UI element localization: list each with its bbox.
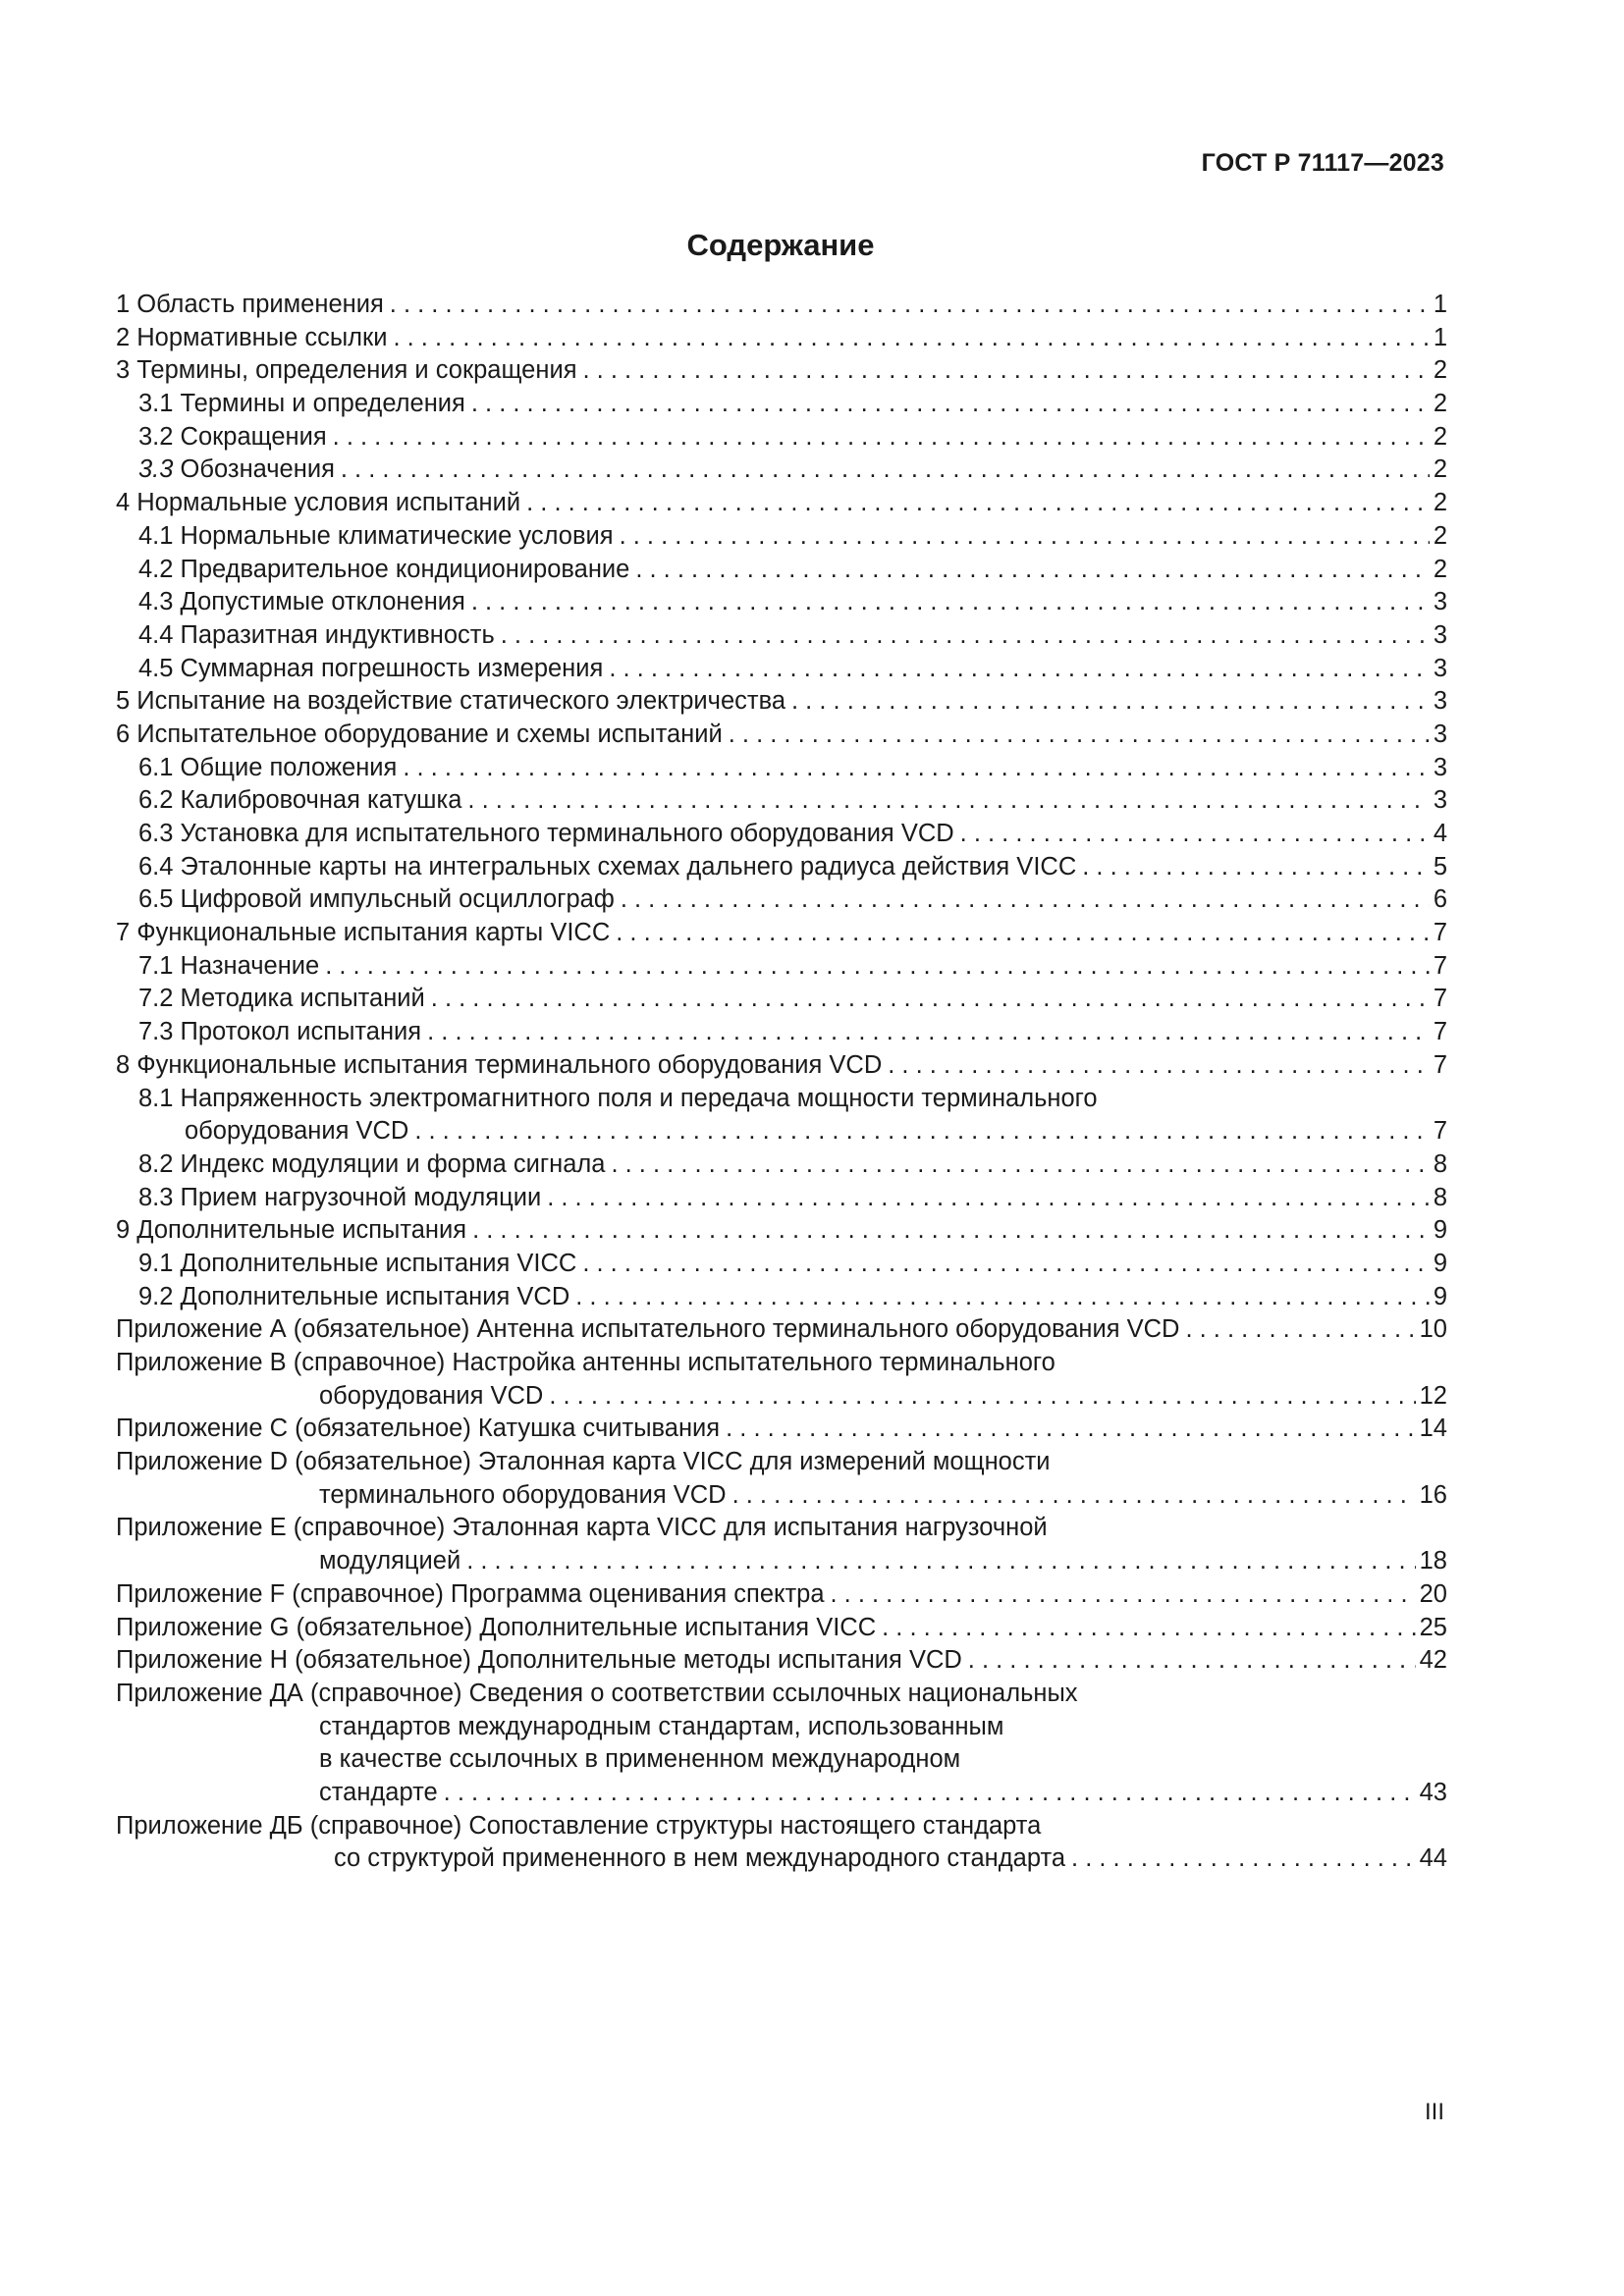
toc-entry-label: 6.2 Калибровочная катушка — [138, 786, 462, 815]
toc-entry-text — [138, 388, 465, 421]
toc-entry-line — [138, 421, 1447, 454]
toc-entry-label: 8 Функциональные испытания терминального оборудования VCD — [116, 1050, 883, 1079]
dot-leader — [547, 1182, 1430, 1215]
toc-entry-label: Приложение H (обязательное) Дополнительные методы испытания VCD — [116, 1646, 962, 1675]
dot-leader — [1071, 1842, 1416, 1876]
toc-entry-text — [138, 784, 461, 818]
toc-page-number: 20 — [1419, 1579, 1447, 1608]
toc-entry-line — [138, 851, 1447, 884]
toc-entry[interactable] — [116, 917, 1447, 950]
toc-entry[interactable] — [116, 487, 1447, 520]
toc-page-number: 2 — [1433, 422, 1447, 451]
toc-entry-label: 3.1 Термины и определения — [138, 390, 465, 418]
toc-page-number: 9 — [1433, 1249, 1447, 1277]
toc-entry-line — [138, 454, 1447, 487]
toc-entry-label: 8.1 Напряженность электромагнитного поля и передача мощности терминального — [138, 1084, 1098, 1112]
toc-entry-text — [138, 421, 327, 454]
toc-entry[interactable] — [116, 1281, 1447, 1314]
toc-entry-line — [116, 1578, 1447, 1612]
toc-entry[interactable] — [116, 1446, 1447, 1512]
toc-page-number: 8 — [1433, 1149, 1447, 1178]
toc-page-number: 7 — [1433, 1018, 1447, 1046]
toc-entry-line — [138, 983, 1447, 1016]
toc-entry-label: 7.1 Назначение — [138, 951, 320, 980]
toc-entry-label: 7.2 Методика испытаний — [138, 985, 425, 1013]
toc-entry-label: 3 Термины, определения и сокращения — [116, 356, 577, 385]
dot-leader — [325, 950, 1430, 984]
toc-entry[interactable] — [116, 1644, 1447, 1678]
toc-entry-text — [138, 653, 603, 686]
toc-entry-line — [116, 917, 1447, 950]
toc-entry-line — [138, 818, 1447, 851]
toc-entry-text — [319, 1777, 438, 1810]
toc-entry-line — [116, 1380, 1447, 1414]
toc-entry-text — [138, 950, 319, 984]
toc-entry-text — [319, 1380, 543, 1414]
toc-entry-text — [319, 1743, 960, 1777]
toc-page-number: 8 — [1433, 1183, 1447, 1211]
toc-entry-label: 6.5 Цифровой импульсный осциллограф — [138, 885, 615, 914]
toc-entry-label: Приложение ДА (справочное) Сведения о соответствии ссылочных национальных — [116, 1679, 1078, 1707]
toc-page-number: 14 — [1419, 1415, 1447, 1443]
toc-entry-label: оборудования VCD — [319, 1381, 544, 1410]
toc-entry-line — [116, 1446, 1447, 1479]
toc-entry-text — [116, 1810, 1041, 1843]
dot-leader — [333, 421, 1430, 454]
toc-entry-text — [116, 1578, 825, 1612]
toc-title: Содержание — [686, 228, 875, 262]
toc-entry-label: в качестве ссылочных в примененном международном — [319, 1745, 961, 1774]
toc-entry[interactable] — [116, 322, 1447, 355]
toc-entry[interactable] — [116, 1512, 1447, 1577]
toc-entry-text — [138, 983, 425, 1016]
toc-entry[interactable] — [116, 1347, 1447, 1413]
dot-leader — [471, 388, 1430, 421]
toc-entry[interactable] — [116, 421, 1447, 454]
dot-leader — [611, 1148, 1429, 1182]
toc-entry[interactable] — [116, 1313, 1447, 1347]
toc-entry-label: терминального оборудования VCD — [319, 1480, 727, 1509]
toc-entry-text — [116, 354, 577, 388]
toc-entry-label: Обозначения — [173, 455, 335, 484]
toc-entry[interactable] — [116, 1182, 1447, 1215]
toc-entry-line — [116, 1842, 1447, 1876]
toc-entry[interactable] — [116, 289, 1447, 322]
dot-leader — [888, 1049, 1430, 1083]
toc-entry-label: 4.1 Нормальные климатические условия — [138, 521, 614, 550]
toc-page-number: 3 — [1433, 588, 1447, 616]
dot-leader — [466, 1545, 1415, 1578]
toc-entry[interactable] — [116, 1413, 1447, 1446]
toc-entry-text — [116, 487, 520, 520]
toc-entry-line — [116, 487, 1447, 520]
toc-page-number: 1 — [1433, 323, 1447, 351]
toc-entry-text — [138, 586, 465, 619]
toc-page-number: 1 — [1433, 291, 1447, 318]
document-code: ГОСТ Р 71117—2023 — [1201, 149, 1444, 177]
toc-entry-label: Приложение ДБ (справочное) Сопоставление структуры настоящего стандарта — [116, 1811, 1042, 1840]
toc-entry-label: Приложение С (обязательное) Катушка считывания — [116, 1415, 721, 1443]
toc-entry[interactable] — [116, 1214, 1447, 1248]
toc-entry[interactable] — [116, 354, 1447, 388]
toc-entry-label: со структурой примененного в нем международного стандарта — [334, 1844, 1066, 1873]
toc-page-number: 12 — [1419, 1381, 1447, 1410]
toc-entry-text — [116, 1214, 466, 1248]
toc-entry-label: 4 Нормальные условия испытаний — [116, 489, 521, 517]
toc-entry-line — [116, 1711, 1447, 1744]
toc-entry[interactable] — [116, 520, 1447, 554]
toc-entry-line — [116, 1545, 1447, 1578]
toc-entry-line — [116, 1777, 1447, 1810]
toc-entry-line — [138, 1281, 1447, 1314]
toc-entry-label: 4.5 Суммарная погрешность измерения — [138, 654, 604, 682]
toc-entry-text — [138, 1016, 421, 1049]
toc-entry-text — [138, 1148, 605, 1182]
toc-entry[interactable] — [116, 784, 1447, 818]
toc-entry-label: 7.3 Протокол испытания — [138, 1018, 422, 1046]
toc-entry-line — [138, 1182, 1447, 1215]
toc-entry[interactable] — [116, 1678, 1447, 1810]
toc-entry-label: 9.2 Дополнительные испытания VCD — [138, 1282, 570, 1310]
toc-entry-line — [116, 1313, 1447, 1347]
toc-entry-label: 4.4 Паразитная индуктивность — [138, 620, 495, 649]
toc-entry-text — [116, 719, 723, 752]
toc-page-number: 4 — [1433, 820, 1447, 847]
toc-entry-line — [116, 354, 1447, 388]
toc-page-number: 9 — [1433, 1216, 1447, 1245]
dot-leader — [393, 322, 1429, 355]
toc-entry-line — [138, 554, 1447, 587]
toc-entry-label: 5 Испытание на воздействие статического электричества — [116, 687, 786, 716]
toc-entry-text — [116, 1413, 720, 1446]
toc-entry-label: 3.2 Сокращения — [138, 422, 327, 451]
toc-entry-line — [116, 1512, 1447, 1545]
dot-leader — [1185, 1313, 1415, 1347]
toc-entry-label: 9 Дополнительные испытания — [116, 1216, 467, 1245]
toc-entry[interactable] — [116, 1148, 1447, 1182]
toc-entry-line — [138, 752, 1447, 785]
toc-entry-text — [116, 322, 387, 355]
toc-entry[interactable] — [116, 1612, 1447, 1645]
toc-page-number: 16 — [1419, 1480, 1447, 1509]
toc-entry-label: 8.2 Индекс модуляции и форма сигнала — [138, 1149, 606, 1178]
dot-leader — [582, 1248, 1429, 1281]
toc-page-number: 2 — [1433, 555, 1447, 583]
toc-entry-line — [116, 1049, 1447, 1083]
toc-entry-label: 6.3 Установка для испытательного терминального оборудования VCD — [138, 820, 954, 847]
toc-page-number: 42 — [1419, 1646, 1447, 1675]
dot-leader — [620, 520, 1430, 554]
toc-entry-label: 9.1 Дополнительные испытания VICC — [138, 1249, 577, 1277]
toc-entry-text — [116, 1644, 962, 1678]
dot-leader — [444, 1777, 1416, 1810]
toc-entry-text — [185, 1115, 408, 1148]
toc-entry-label: 2 Нормативные ссылки — [116, 323, 388, 351]
toc-entry-label: Приложение А (обязательное) Антенна испытательного терминального оборудования VCD — [116, 1315, 1180, 1344]
toc-entry[interactable] — [116, 554, 1447, 587]
toc-page-number: 3 — [1433, 753, 1447, 781]
toc-page-number: 2 — [1433, 455, 1447, 484]
toc-entry[interactable] — [116, 1083, 1447, 1148]
toc-page-number: 18 — [1419, 1547, 1447, 1575]
table-of-contents — [116, 289, 1447, 1876]
toc-page-number: 7 — [1433, 1117, 1447, 1146]
toc-entry-line — [116, 1810, 1447, 1843]
toc-entry-label: Приложение E (справочное) Эталонная карта VICC для испытания нагрузочной — [116, 1514, 1048, 1542]
toc-page-number: 44 — [1419, 1844, 1447, 1873]
toc-entry-text — [138, 1083, 1098, 1116]
dot-leader — [472, 1214, 1430, 1248]
toc-entry-text — [138, 752, 397, 785]
toc-entry[interactable] — [116, 752, 1447, 785]
dot-leader — [968, 1644, 1416, 1678]
toc-entry-line — [116, 1743, 1447, 1777]
toc-entry[interactable] — [116, 653, 1447, 686]
toc-page-number: 9 — [1433, 1282, 1447, 1310]
toc-entry-number: 3.3 — [138, 455, 174, 484]
toc-entry-line — [138, 1148, 1447, 1182]
dot-leader — [729, 719, 1430, 752]
dot-leader — [882, 1612, 1416, 1645]
toc-entry-line — [138, 883, 1447, 917]
toc-entry-line — [116, 1413, 1447, 1446]
toc-entry-text — [334, 1842, 1065, 1876]
dot-leader — [575, 1281, 1430, 1314]
toc-entry[interactable] — [116, 1016, 1447, 1049]
toc-page-number: 2 — [1433, 390, 1447, 418]
toc-entry[interactable] — [116, 388, 1447, 421]
toc-entry-text — [319, 1479, 727, 1513]
dot-leader — [467, 784, 1429, 818]
toc-page-number: 6 — [1433, 885, 1447, 914]
toc-entry-line — [116, 1214, 1447, 1248]
toc-page-number: 25 — [1419, 1613, 1447, 1641]
toc-entry-text — [116, 1049, 882, 1083]
toc-page-number: 5 — [1433, 852, 1447, 881]
toc-entry-label: 6.4 Эталонные карты на интегральных схемах дальнего радиуса действия VICC — [138, 852, 1077, 881]
toc-entry-label: Приложение G (обязательное) Дополнительные испытания VICC — [116, 1613, 877, 1641]
toc-page-number: 3 — [1433, 786, 1447, 815]
toc-entry-text — [138, 619, 495, 653]
toc-entry[interactable] — [116, 818, 1447, 851]
dot-leader — [726, 1413, 1416, 1446]
toc-entry-text — [138, 851, 1076, 884]
toc-entry-label: стандартов международным стандартам, использованным — [319, 1712, 1004, 1740]
dot-leader — [549, 1380, 1415, 1414]
toc-entry-line — [116, 719, 1447, 752]
toc-entry-label: 4.2 Предварительное кондиционирование — [138, 555, 630, 583]
toc-entry-label: Приложение F (справочное) Программа оценивания спектра — [116, 1579, 825, 1608]
toc-entry-text — [116, 685, 785, 719]
toc-entry[interactable] — [116, 1248, 1447, 1281]
toc-entry-text — [116, 1512, 1048, 1545]
toc-entry[interactable] — [116, 1578, 1447, 1612]
toc-entry-text — [138, 554, 629, 587]
dot-leader — [831, 1578, 1416, 1612]
toc-entry[interactable] — [116, 851, 1447, 884]
toc-entry-label: модуляцией — [319, 1547, 461, 1575]
toc-entry-text — [319, 1711, 1003, 1744]
toc-entry-text — [116, 917, 610, 950]
toc-entry[interactable] — [116, 883, 1447, 917]
dot-leader — [616, 917, 1430, 950]
toc-entry-line — [116, 1612, 1447, 1645]
dot-leader — [960, 818, 1430, 851]
dot-leader — [621, 883, 1430, 917]
toc-entry-line — [138, 1016, 1447, 1049]
toc-entry-line — [116, 289, 1447, 322]
dot-leader — [526, 487, 1430, 520]
toc-entry-label: Приложение D (обязательное) Эталонная карта VICC для измерений мощности — [116, 1448, 1051, 1476]
dot-leader — [414, 1115, 1429, 1148]
dot-leader — [501, 619, 1430, 653]
toc-entry-label: Приложение В (справочное) Настройка антенны испытательного терминального — [116, 1349, 1056, 1376]
toc-page-number: 2 — [1433, 356, 1447, 385]
toc-entry-text — [138, 1248, 576, 1281]
toc-entry[interactable] — [116, 685, 1447, 719]
toc-entry-line — [138, 1248, 1447, 1281]
dot-leader — [471, 586, 1430, 619]
toc-entry-line — [116, 322, 1447, 355]
toc-entry-label: 8.3 Прием нагрузочной модуляции — [138, 1183, 542, 1211]
dot-leader — [635, 554, 1429, 587]
toc-entry-label: 4.3 Допустимые отклонения — [138, 588, 465, 616]
toc-entry-text — [116, 1347, 1056, 1380]
toc-entry-line — [138, 653, 1447, 686]
toc-entry-text — [116, 1612, 876, 1645]
dot-leader — [583, 354, 1430, 388]
toc-entry-text — [138, 883, 615, 917]
dot-leader — [1082, 851, 1430, 884]
toc-entry-text — [138, 454, 335, 487]
toc-entry-line — [138, 388, 1447, 421]
toc-page-number: 3 — [1433, 654, 1447, 682]
toc-page-number: 43 — [1419, 1778, 1447, 1806]
toc-entry-label: 7 Функциональные испытания карты VICC — [116, 919, 611, 947]
toc-entry-line — [138, 950, 1447, 984]
toc-entry-label: 1 Область применения — [116, 291, 384, 318]
dot-leader — [341, 454, 1430, 487]
toc-entry[interactable] — [116, 950, 1447, 984]
toc-entry[interactable] — [116, 1810, 1447, 1876]
toc-page-number: 7 — [1433, 1050, 1447, 1079]
toc-page-number: 7 — [1433, 951, 1447, 980]
toc-entry-line — [116, 1678, 1447, 1711]
toc-entry-line — [138, 520, 1447, 554]
toc-entry-label: 6.1 Общие положения — [138, 753, 398, 781]
toc-entry[interactable] — [116, 983, 1447, 1016]
toc-entry-text — [138, 1281, 569, 1314]
toc-entry-line — [138, 1083, 1447, 1116]
toc-page-number: 2 — [1433, 489, 1447, 517]
toc-page-number: 3 — [1433, 687, 1447, 716]
toc-page-number: 10 — [1419, 1315, 1447, 1344]
toc-entry-text — [319, 1545, 460, 1578]
toc-entry-line — [116, 1479, 1447, 1513]
dot-leader — [427, 1016, 1430, 1049]
toc-entry-line — [138, 784, 1447, 818]
toc-page-number: 7 — [1433, 985, 1447, 1013]
toc-entry[interactable] — [116, 586, 1447, 619]
toc-entry-text — [138, 1182, 541, 1215]
toc-entry-line — [116, 1347, 1447, 1380]
toc-entry-line — [138, 586, 1447, 619]
toc-entry[interactable] — [116, 1049, 1447, 1083]
toc-page-number: 7 — [1433, 919, 1447, 947]
toc-entry-line — [116, 1644, 1447, 1678]
toc-entry-text — [116, 289, 384, 322]
dot-leader — [390, 289, 1430, 322]
dot-leader — [431, 983, 1430, 1016]
toc-entry-text — [116, 1313, 1179, 1347]
toc-page-number: 3 — [1433, 720, 1447, 748]
toc-entry-text — [116, 1446, 1051, 1479]
toc-entry-line — [116, 685, 1447, 719]
dot-leader — [403, 752, 1429, 785]
page-number-footer: III — [1424, 2099, 1444, 2125]
toc-entry-text — [138, 520, 614, 554]
toc-entry-line — [138, 619, 1447, 653]
dot-leader — [791, 685, 1430, 719]
dot-leader — [732, 1479, 1416, 1513]
toc-page-number: 2 — [1433, 521, 1447, 550]
dot-leader — [609, 653, 1429, 686]
toc-entry[interactable] — [116, 619, 1447, 653]
toc-entry-text — [116, 1678, 1078, 1711]
toc-entry-text — [138, 818, 954, 851]
toc-page-number: 3 — [1433, 620, 1447, 649]
toc-entry[interactable] — [116, 719, 1447, 752]
toc-entry[interactable] — [116, 454, 1447, 487]
toc-entry-label: оборудования VCD — [185, 1117, 409, 1146]
toc-entry-line — [138, 1115, 1447, 1148]
toc-entry-label: стандарте — [319, 1778, 438, 1806]
toc-entry-label: 6 Испытательное оборудование и схемы испытаний — [116, 720, 723, 748]
